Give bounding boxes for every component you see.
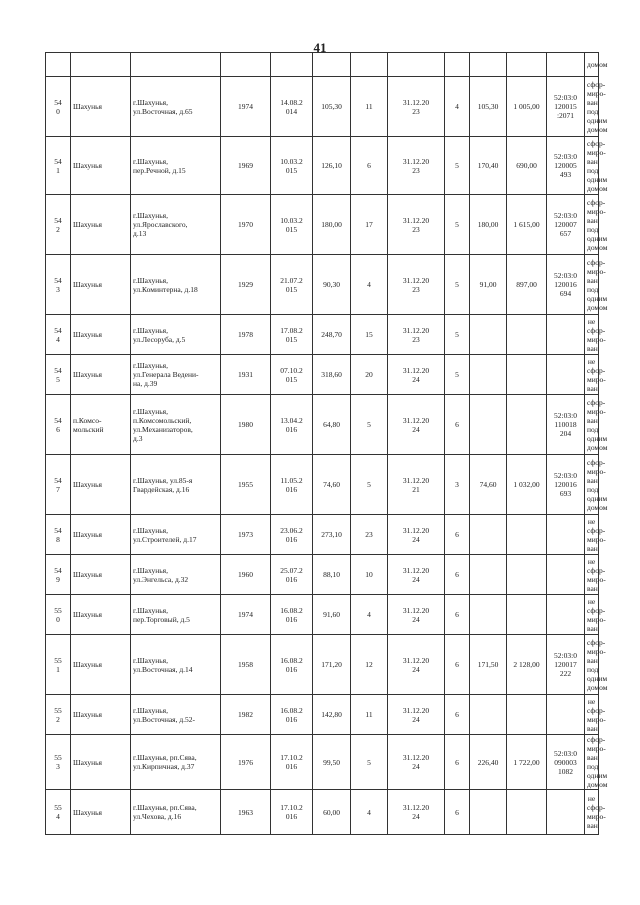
table-row xyxy=(46,395,599,455)
cell-status: не сфор- миро- ван xyxy=(585,515,599,555)
cell-plan-date: 31.12.20 24 xyxy=(388,635,445,695)
cell-survey-date: 10.03.2 015 xyxy=(271,137,313,195)
cell-area: 88,10 xyxy=(313,555,351,595)
cell-plan-date: 31.12.20 24 xyxy=(388,695,445,735)
cell-residents: 4 xyxy=(351,790,388,835)
table-row xyxy=(46,595,599,635)
cell-residents: 23 xyxy=(351,515,388,555)
cell-area2 xyxy=(470,595,507,635)
cell-apartments: 6 xyxy=(445,790,470,835)
cell-locality: п.Комсо- мольский xyxy=(71,395,131,455)
cell-cadastral: 52:03:0 120016 693 xyxy=(547,455,585,515)
cell-survey-date: 17.08.2 015 xyxy=(271,315,313,355)
cell-survey-date: 21.07.2 015 xyxy=(271,255,313,315)
cell-cost: 690,00 xyxy=(507,137,547,195)
cell-address: г.Шахунья, ул.Энгельса, д.32 xyxy=(131,555,221,595)
cell-status: сфор- миро- ван под одним домом xyxy=(585,455,599,515)
cell-cadastral: 52:03:0 090003 1082 xyxy=(547,735,585,790)
cell-status: сфор- миро- ван под одним домом xyxy=(585,195,599,255)
cell-residents: 4 xyxy=(351,255,388,315)
cell-year: 1982 xyxy=(221,695,271,735)
cell-apartments: 6 xyxy=(445,635,470,695)
cell-plan-date: 31.12.20 24 xyxy=(388,555,445,595)
cell-year: 1974 xyxy=(221,595,271,635)
table-body xyxy=(46,53,608,835)
cell-area2 xyxy=(470,790,507,835)
cell-area: 90,30 xyxy=(313,255,351,315)
cell-area: 74,60 xyxy=(313,455,351,515)
cell-survey-date: 16.08.2 016 xyxy=(271,595,313,635)
cell-cadastral xyxy=(547,515,585,555)
table-row xyxy=(46,315,599,355)
cell-area2: 105,30 xyxy=(470,77,507,137)
cell-year: 1931 xyxy=(221,355,271,395)
cell-survey-date: 16.08.2 016 xyxy=(271,695,313,735)
cell-locality: Шахунья xyxy=(71,195,131,255)
cell-num: 54 6 xyxy=(46,395,71,455)
cell-cost xyxy=(507,355,547,395)
cell-status: сфор- миро- ван под одним домом xyxy=(585,77,599,137)
cell-num: 55 1 xyxy=(46,635,71,695)
cell-plan-date: 31.12.20 23 xyxy=(388,315,445,355)
cell-year: 1976 xyxy=(221,735,271,790)
cell-area2 xyxy=(470,695,507,735)
cell-area: 105,30 xyxy=(313,77,351,137)
cell-locality: Шахунья xyxy=(71,695,131,735)
cell-cost xyxy=(507,555,547,595)
cell-year: 1955 xyxy=(221,455,271,515)
cell-locality: Шахунья xyxy=(71,315,131,355)
table-row xyxy=(46,695,599,735)
cell-residents: 10 xyxy=(351,555,388,595)
cell-status: сфор- миро- ван под одним домом xyxy=(585,255,599,315)
cell-cost: 2 128,00 xyxy=(507,635,547,695)
cell-num: 54 9 xyxy=(46,555,71,595)
cell-area2 xyxy=(470,315,507,355)
cell-area: 60,00 xyxy=(313,790,351,835)
cell-num: 54 1 xyxy=(46,137,71,195)
table-row xyxy=(46,255,599,315)
cell-locality: Шахунья xyxy=(71,355,131,395)
housing-registry-table xyxy=(45,52,608,835)
cell-cost: 1 722,00 xyxy=(507,735,547,790)
cell-survey-date: 17.10.2 016 xyxy=(271,735,313,790)
cell-apartments: 6 xyxy=(445,515,470,555)
cell-year: 1980 xyxy=(221,395,271,455)
cell-address: г.Шахунья, рп.Сява, ул.Чехова, д.16 xyxy=(131,790,221,835)
cell-cadastral: 52:03:0 120016 694 xyxy=(547,255,585,315)
cell-area2: 91,00 xyxy=(470,255,507,315)
cell-year: 1958 xyxy=(221,635,271,695)
cell-locality: Шахунья xyxy=(71,790,131,835)
cell-survey-date: 14.08.2 014 xyxy=(271,77,313,137)
table-row xyxy=(46,555,599,595)
cell-cost: 1 032,00 xyxy=(507,455,547,515)
cell-residents: 6 xyxy=(351,137,388,195)
cell-residents: 5 xyxy=(351,455,388,515)
table-row xyxy=(46,355,599,395)
cell-year: 1973 xyxy=(221,515,271,555)
cell-status: не сфор- миро- ван xyxy=(585,595,599,635)
cell-locality: Шахунья xyxy=(71,635,131,695)
cell-address: г.Шахунья, ул.Генерала Ведени- на, д.39 xyxy=(131,355,221,395)
cell-num: 54 8 xyxy=(46,515,71,555)
cell-num: 54 5 xyxy=(46,355,71,395)
cell-year: 1978 xyxy=(221,315,271,355)
cell-address: г.Шахунья, пер.Торговый, д.5 xyxy=(131,595,221,635)
cell-cadastral xyxy=(547,595,585,635)
cell-apartments: 4 xyxy=(445,77,470,137)
cell-year: 1963 xyxy=(221,790,271,835)
cell-num: 54 7 xyxy=(46,455,71,515)
cell-cost xyxy=(507,395,547,455)
cell-apartments: 6 xyxy=(445,395,470,455)
cell-num: 55 3 xyxy=(46,735,71,790)
cell-apartments: 6 xyxy=(445,595,470,635)
cell-survey-date: 17.10.2 016 xyxy=(271,790,313,835)
cell-locality: Шахунья xyxy=(71,555,131,595)
table-row-continuation xyxy=(46,53,599,77)
cell-cadastral xyxy=(547,790,585,835)
cell-cadastral: 52:03:0 120017 222 xyxy=(547,635,585,695)
table-row xyxy=(46,635,599,695)
cell-plan-date: 31.12.20 24 xyxy=(388,735,445,790)
cell-residents: 5 xyxy=(351,735,388,790)
cell-locality: Шахунья xyxy=(71,255,131,315)
cell-survey-date: 25.07.2 016 xyxy=(271,555,313,595)
cell-year: 1929 xyxy=(221,255,271,315)
cell-apartments: 5 xyxy=(445,255,470,315)
cell-cadastral xyxy=(547,315,585,355)
cell-survey-date: 23.06.2 016 xyxy=(271,515,313,555)
cell-area: 64,80 xyxy=(313,395,351,455)
cell-plan-date: 31.12.20 24 xyxy=(388,790,445,835)
cell-survey-date: 13.04.2 016 xyxy=(271,395,313,455)
cell-area2 xyxy=(470,355,507,395)
cell-plan-date: 31.12.20 23 xyxy=(388,77,445,137)
cell-status: сфор- миро- ван под одним домом xyxy=(585,137,599,195)
cell-apartments: 6 xyxy=(445,555,470,595)
cell-area: 126,10 xyxy=(313,137,351,195)
cell-residents: 5 xyxy=(351,395,388,455)
cell-address: г.Шахунья, ул.Восточная, д.14 xyxy=(131,635,221,695)
cell-cost: 1 005,00 xyxy=(507,77,547,137)
cell-area: 142,80 xyxy=(313,695,351,735)
cell-area2: 226,40 xyxy=(470,735,507,790)
cell-locality: Шахунья xyxy=(71,595,131,635)
cell-apartments: 5 xyxy=(445,137,470,195)
cell-locality: Шахунья xyxy=(71,77,131,137)
cell-num: 55 0 xyxy=(46,595,71,635)
table-row xyxy=(46,77,599,137)
cell-apartments: 5 xyxy=(445,355,470,395)
cell-area: 318,60 xyxy=(313,355,351,395)
cell-cadastral xyxy=(547,355,585,395)
cell-status: сфор- миро- ван под одним домом xyxy=(585,735,599,790)
cell-plan-date: 31.12.20 24 xyxy=(388,595,445,635)
page-number: 41 xyxy=(313,40,327,55)
cell-cost: 897,00 xyxy=(507,255,547,315)
cell-cost xyxy=(507,515,547,555)
cell-residents: 11 xyxy=(351,695,388,735)
cell-cost xyxy=(507,595,547,635)
cell-apartments: 3 xyxy=(445,455,470,515)
cell-status: не сфор- миро- ван xyxy=(585,695,599,735)
cell-area: 273,10 xyxy=(313,515,351,555)
cell-locality: Шахунья xyxy=(71,735,131,790)
cell-locality: Шахунья xyxy=(71,455,131,515)
cell-year: 1974 xyxy=(221,77,271,137)
cell-cost: 1 615,00 xyxy=(507,195,547,255)
cell-status: не сфор- миро- ван xyxy=(585,315,599,355)
cell-num: 55 4 xyxy=(46,790,71,835)
cell-address: г.Шахунья, п.Комсомольский, ул.Механизаторов, д.3 xyxy=(131,395,221,455)
cell-area2 xyxy=(470,555,507,595)
cell-plan-date: 31.12.20 23 xyxy=(388,195,445,255)
table-row xyxy=(46,195,599,255)
table-row xyxy=(46,137,599,195)
cell-apartments: 6 xyxy=(445,695,470,735)
cell-num: 55 2 xyxy=(46,695,71,735)
cell-status: сфор- миро- ван под одним домом xyxy=(585,635,599,695)
cell-year: 1960 xyxy=(221,555,271,595)
cell-address: г.Шахунья, ул.Ярославского, д.13 xyxy=(131,195,221,255)
cell-cadastral: 52:03:0 110018 204 xyxy=(547,395,585,455)
cell-num: 54 0 xyxy=(46,77,71,137)
cell-plan-date: 31.12.20 24 xyxy=(388,355,445,395)
cell-plan-date: 31.12.20 21 xyxy=(388,455,445,515)
cell-residents: 15 xyxy=(351,315,388,355)
cell-cadastral: 52:03:0 120007 657 xyxy=(547,195,585,255)
cell-apartments: 6 xyxy=(445,735,470,790)
cell-address: г.Шахунья, ул.Восточная, д.65 xyxy=(131,77,221,137)
cell-residents: 12 xyxy=(351,635,388,695)
cell-survey-date: 16.08.2 016 xyxy=(271,635,313,695)
cell-area: 248,70 xyxy=(313,315,351,355)
cell-cost xyxy=(507,315,547,355)
cell-address: г.Шахунья, ул.Лесоруба, д.5 xyxy=(131,315,221,355)
cell-plan-date: 31.12.20 23 xyxy=(388,255,445,315)
cell-address: г.Шахунья, ул.85-я Гвардейская, д.16 xyxy=(131,455,221,515)
cell-plan-date: 31.12.20 24 xyxy=(388,515,445,555)
cell-area2: 171,50 xyxy=(470,635,507,695)
cell-address: г.Шахунья, ул.Строителей, д.17 xyxy=(131,515,221,555)
cell-locality: Шахунья xyxy=(71,137,131,195)
cell-area2 xyxy=(470,515,507,555)
cell-num: 54 3 xyxy=(46,255,71,315)
table-row xyxy=(46,455,599,515)
cell-cost xyxy=(507,790,547,835)
cell-area: 180,00 xyxy=(313,195,351,255)
cell-residents: 17 xyxy=(351,195,388,255)
cell-survey-date: 07.10.2 015 xyxy=(271,355,313,395)
cell-apartments: 5 xyxy=(445,195,470,255)
cell-apartments: 5 xyxy=(445,315,470,355)
cell-area: 91,60 xyxy=(313,595,351,635)
cell-cadastral: 52:03:0 120005 493 xyxy=(547,137,585,195)
table-row xyxy=(46,515,599,555)
cell-address: г.Шахунья, ул.Коминтерна, д.18 xyxy=(131,255,221,315)
cell-plan-date: 31.12.20 24 xyxy=(388,395,445,455)
table-row xyxy=(46,790,599,835)
cell-area2: 180,00 xyxy=(470,195,507,255)
cell-survey-date: 11.05.2 016 xyxy=(271,455,313,515)
cell-num: 54 2 xyxy=(46,195,71,255)
cell-survey-date: 10.03.2 015 xyxy=(271,195,313,255)
cell-year: 1970 xyxy=(221,195,271,255)
cell-locality: Шахунья xyxy=(71,515,131,555)
cell-area: 171,20 xyxy=(313,635,351,695)
table-row xyxy=(46,735,599,790)
cell-area: 99,50 xyxy=(313,735,351,790)
cell-cadastral xyxy=(547,555,585,595)
continuation-status-cell: домом xyxy=(585,53,599,77)
cell-address: г.Шахунья, пер.Речной, д.15 xyxy=(131,137,221,195)
cell-residents: 4 xyxy=(351,595,388,635)
cell-residents: 11 xyxy=(351,77,388,137)
cell-status: не сфор- миро- ван xyxy=(585,355,599,395)
cell-area2 xyxy=(470,395,507,455)
cell-year: 1969 xyxy=(221,137,271,195)
cell-plan-date: 31.12.20 23 xyxy=(388,137,445,195)
cell-cadastral: 52:03:0 120015 :2071 xyxy=(547,77,585,137)
cell-address: г.Шахунья, ул.Восточная, д.52- xyxy=(131,695,221,735)
cell-status: не сфор- миро- ван xyxy=(585,555,599,595)
cell-status: не сфор- миро- ван xyxy=(585,790,599,835)
cell-area2: 170,40 xyxy=(470,137,507,195)
cell-num: 54 4 xyxy=(46,315,71,355)
cell-cadastral xyxy=(547,695,585,735)
cell-address: г.Шахунья, рп.Сява, ул.Кирпичная, д.37 xyxy=(131,735,221,790)
cell-residents: 20 xyxy=(351,355,388,395)
cell-status: сфор- миро- ван под одним домом xyxy=(585,395,599,455)
cell-area2: 74,60 xyxy=(470,455,507,515)
cell-cost xyxy=(507,695,547,735)
